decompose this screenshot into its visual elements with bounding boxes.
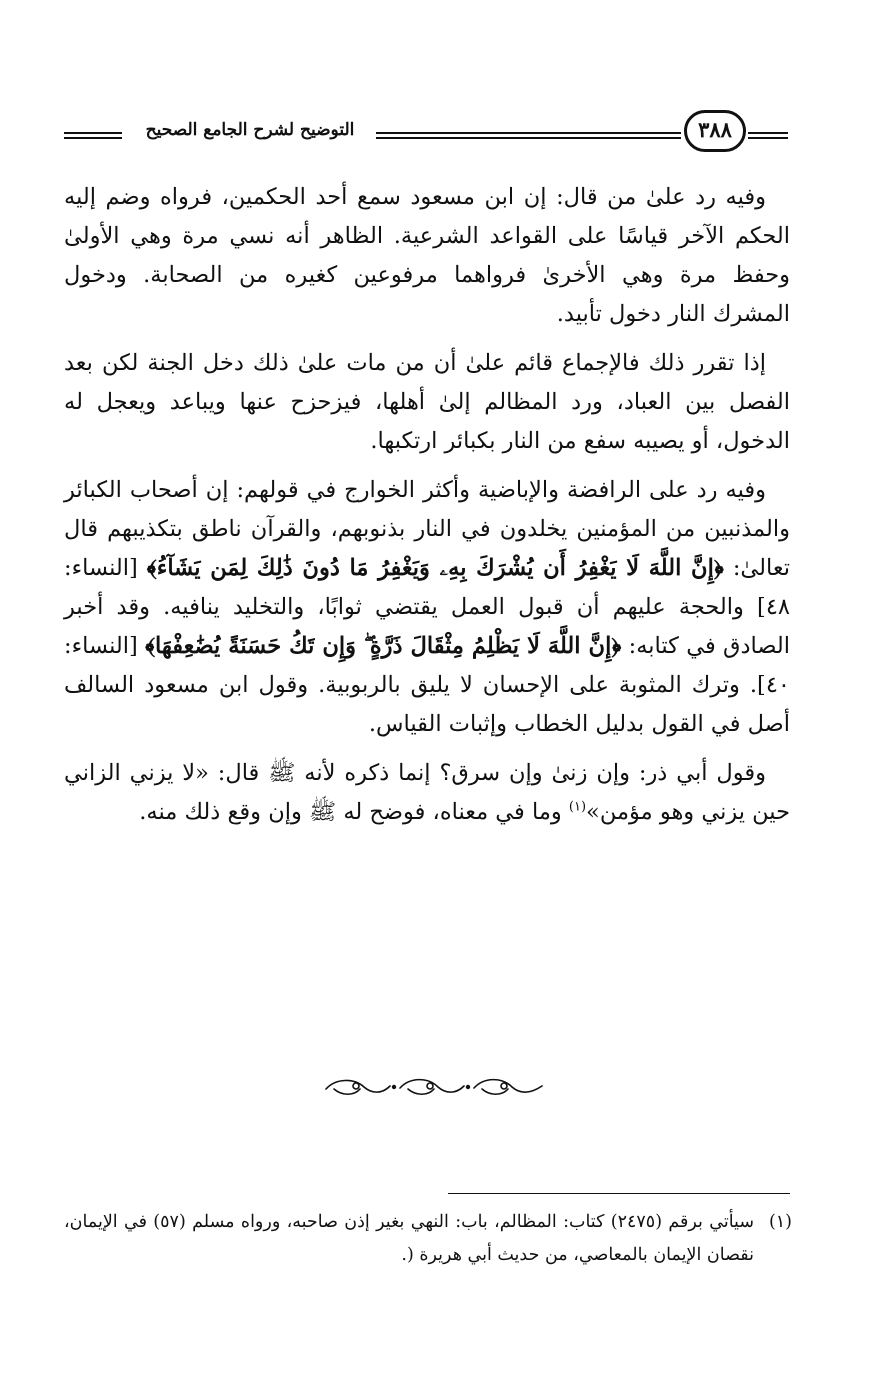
paragraph-1: وفيه رد علىٰ من قال: إن ابن مسعود سمع أحد الحكمين، فرواه وضم إليه الحكم الآخر قياسًا على القواعد الشرعية. الظاهر أنه نسي مرة وهي الأولىٰ وحفظ مرة وهي الأخرىٰ فرواهما مرفوعين كغيره من الصحابة. ودخول المشرك النار دخول تأبيد. [64, 184, 790, 327]
main-text [64, 178, 790, 832]
paragraph-3 [64, 471, 790, 744]
footnotes [64, 1206, 792, 1272]
footnote-text: سيأتي برقم (٢٤٧٥) كتاب: المظالم، باب: النهي بغير إذن صاحبه، ورواه مسلم (٥٧) في الإيمان، نقصان الإيمان بالمعاصي، من حديث أبي هريرة (. [64, 1212, 754, 1265]
footnote-separator [448, 1193, 790, 1194]
floral-divider-icon [320, 1072, 550, 1102]
footnote-number: (١) [768, 1212, 792, 1232]
running-title: التوضيح لشرح الجامع الصحيح [145, 120, 355, 140]
header-rule-right [748, 132, 788, 139]
paragraph-4-part-a: وقول أبي ذر: وإن زنىٰ وإن سرق؟ إنما ذكره لأنه ﷺ قال: «لا يزني الزاني حين يزني وهو مؤمن» [64, 760, 790, 825]
header-rule-left [64, 132, 122, 139]
paragraph-3-part-a: وفيه رد على الرافضة والإباضية وأكثر الخوارج في قولهم: إن أصحاب الكبائر والمذنبين من المؤمنين يخلدون في النار بذنوبهم، والقرآن ناطق بتكذيبهم قال تعالىٰ: [64, 477, 790, 581]
footnote [64, 1206, 792, 1272]
paragraph-3-part-b: [النساء: ٤٨] والحجة عليهم أن قبول العمل يقتضي ثوابًا، والتخليد ينافيه. وقد أخبر الصادق في كتابه: [64, 555, 790, 659]
header-rule-middle [376, 132, 681, 139]
footnote-marker: (١) [568, 799, 587, 815]
paragraph-4 [64, 754, 790, 832]
paragraph-4-part-b: وما في معناه، فوضح له ﷺ وإن وقع ذلك منه. [139, 799, 569, 825]
paragraph-2: إذا تقرر ذلك فالإجماع قائم علىٰ أن من مات علىٰ ذلك دخل الجنة لكن بعد الفصل بين العباد، ورد المظالم إلىٰ أهلها، فيزحزح عنها ويباعد ويعجل له الدخول، أو يصيبه سفع من النار بكبائر ارتكبها. [64, 350, 790, 454]
page-number-frame [684, 110, 746, 152]
paragraph-3-part-c: [النساء: ٤٠]. وترك المثوبة على الإحسان لا يليق بالربوبية. وقول ابن مسعود السالف أصل في القول بدليل الخطاب وإثبات القياس. [64, 633, 790, 737]
quran-verse-nisa-40: ﴿إِنَّ اللَّهَ لَا يَظْلِمُ مِثْقَالَ ذَرَّةٍ ۖ وَإِن تَكُ حَسَنَةً يُضَٰعِفْهَا﴾ [145, 633, 622, 659]
quran-verse-nisa-48: ﴿إِنَّ اللَّهَ لَا يَغْفِرُ أَن يُشْرَكَ بِهِۦ وَيَغْفِرُ مَا دُونَ ذَٰلِكَ لِمَن يَشَآءُ﴾ [146, 555, 724, 581]
page-header [58, 104, 790, 164]
page-number: ٣٨٨ [698, 117, 732, 142]
